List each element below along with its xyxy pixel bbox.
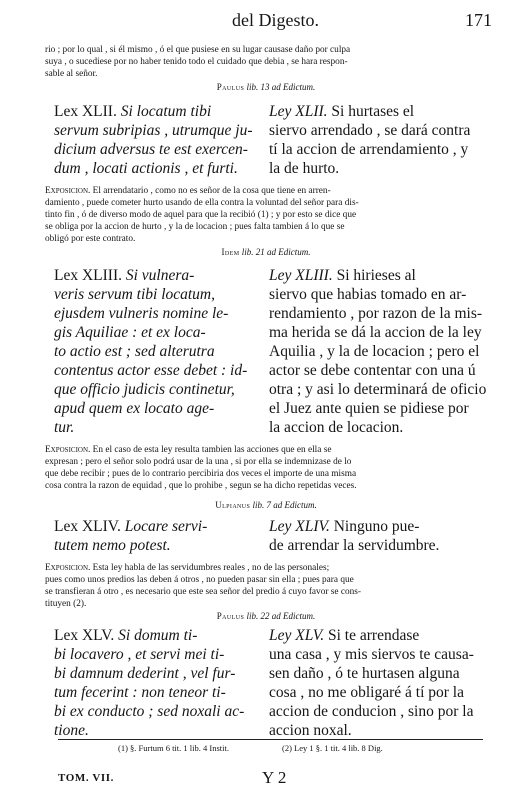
exposition-line: tituyen (2). [45,599,87,609]
footnote: (2) Ley 1 §. 1 tit. 4 lib. 8 Dig. [282,743,383,753]
spanish-line: de arrendar la servidumbre. [269,537,440,554]
latin-line: ejusdem vulneris nomine le- [54,305,229,322]
spanish-law-heading: Ley XLIII. [269,267,333,284]
latin-line: apud quem ex locato age- [54,400,215,417]
exposition-text: Esta ley habla de las servidumbres reales , no de las personales; [92,563,330,573]
spanish-line: otra ; y asi lo determinará de oficio [269,381,487,398]
exposition-text: En el caso de esta ley resulta tambien las acciones que en ella se [92,445,332,455]
latin-line: dum , locati actionis , et furti. [54,160,238,177]
latin-law-heading: Lex XLIV. [54,518,121,535]
spanish-line: la accion de locacion. [269,419,404,436]
latin-line: gis Aquiliae : et ex loca- [54,324,206,341]
exposition-label: Exposicion. [45,186,91,196]
spanish-line: accion noxal. [269,722,352,739]
latin-text: Si vulnera- [125,267,195,284]
latin-line: tum fecerint : non teneor ti- [54,684,226,701]
spanish-line: sen daño , ó te hurtasen alguna [269,665,460,682]
latin-line: dicium adversus te est exercen- [54,141,248,158]
spanish-line: ma herida se dá la accion de la ley [269,324,482,341]
latin-line: veris servum tibi locatum, [54,286,216,303]
latin-text: Si locatum tibi [120,103,212,120]
spanish-text: Ninguno pue- [333,518,420,535]
latin-text: Locare servi- [124,518,208,535]
spanish-line [269,266,493,286]
exposition-line: que debe recibir ; pues de lo contrario percibiria dos veces el importe de una misma [45,469,357,479]
spanish-line: accion de conducion , sino por la [269,703,474,720]
exposition-text: El arrendatario , como no es señor de la cosa que tiene en arren- [92,186,331,196]
latin-law-heading: Lex XLII. [54,103,117,120]
spanish-line: siervo arrendado , se dará contra [269,122,471,139]
latin-line: bi ex conducto ; sed noxali ac- [54,703,245,720]
running-head [0,10,532,32]
intro-line: suya , o sucediese por no haber tenido todo el cuidado que debia , se hara respon- [45,57,348,67]
latin-law-heading: Lex XLV. [54,627,115,644]
attribution-work: lib. 22 ad Edictum. [246,611,316,621]
spanish-line: el Juez ante quien se pidiese por [269,400,469,417]
spanish-line [269,626,493,646]
spanish-line: cosa , no me obligaré á tí por la [269,684,464,701]
spanish-line: tí la accion de arrendamiento , y [269,141,469,158]
attribution-author: Paulus [216,611,245,621]
exposition-line: expresan ; pero el señor solo podrá usar de la una , si por ella se indemnizase de lo [45,457,352,467]
exposition-line: se transfieran á otro , es necesario que este sea señor del predio á cuyo favor se cons- [45,587,361,597]
latin-line: tutem nemo potest. [54,537,171,554]
exposition-line: cosa contra la razon de equidad , que lo prohibe , segun se ha dicho repetidas veces. [45,481,357,491]
latin-line: to actio est ; sed alterutra [54,343,215,360]
spanish-line: siervo que habias tomado en ar- [269,286,467,303]
spanish-line [269,102,493,122]
spanish-line: actor se debe contentar con una ú [269,362,476,379]
exposition-label: Exposicion. [45,563,91,573]
spanish-line: rendamiento , por razon de la mis- [269,305,483,322]
latin-line: bi damnum dederint , vel fur- [54,665,236,682]
spanish-law-heading: Ley XLIV. [269,518,330,535]
running-title: del Digesto. [232,10,319,30]
exposition-line: se obliga por la accion de hurto , y la de locacion ; pues falta tambien á lo que se [45,222,345,232]
exposition-line: obligó por este contrato. [45,234,136,244]
spanish-line: una casa , y mis siervos te causa- [269,646,474,663]
spanish-line: la de hurto. [269,160,340,177]
latin-line [54,102,269,122]
latin-text: Si domum ti- [118,627,198,644]
spanish-law-heading: Ley XLII. [269,103,328,120]
exposition-line [45,186,493,198]
intro-line: rio ; por lo qual , si él mismo , ó el que pusiese en su lugar causase daño por culpa [45,45,351,55]
exposition-label: Exposicion. [45,445,91,455]
attribution-author: Idem [221,247,240,257]
law-attribution [0,611,532,622]
intro-line: sable al señor. [45,69,98,79]
attribution-author: Ulpianus [215,500,251,510]
latin-line [54,517,269,537]
law-attribution [0,247,532,258]
exposition-line: tinto fin , ó de diverso modo de aquel para que la recibió (1) ; y por esto se dice que [45,210,357,220]
spanish-line: Aquilia , y la de locacion ; pero el [269,343,480,360]
latin-line: bi locavero , et servi mei ti- [54,646,225,663]
spanish-line [269,517,493,537]
exposition-line [45,445,493,457]
exposition-line: pues como unos predios las deben á otros , no pueden pasar sin ella ; pues para que [45,575,354,585]
latin-line [54,266,269,286]
spanish-text: Si te arrendase [328,627,420,644]
page-number: 171 [465,10,492,30]
attribution-author: Paulus [216,82,245,92]
footnote-rule [58,739,483,740]
law-attribution [0,500,532,511]
latin-line: contentus actor esse debet : id- [54,362,248,379]
latin-line [54,626,269,646]
volume-label: TOM. VII. [58,772,115,784]
spanish-text: Si hurtases el [331,103,415,120]
latin-line: servum subripias , utrumque ju- [54,122,253,139]
attribution-work: lib. 13 ad Edictum. [246,82,316,92]
exposition-line [45,563,493,575]
spanish-text: Si hirieses al [336,267,416,284]
printer-signature: Y 2 [262,768,287,787]
attribution-work: lib. 21 ad Edictum. [241,247,311,257]
spanish-law-heading: Ley XLV. [269,627,325,644]
latin-line: tur. [54,419,75,436]
latin-line: que officio judicis continetur, [54,381,235,398]
footnote: (1) §. Furtum 6 tit. 1 lib. 4 Instit. [118,743,229,753]
latin-line: tione. [54,722,89,739]
latin-law-heading: Lex XLIII. [54,267,122,284]
exposition-line: damiento , puede cometer hurto usando de ella contra la voluntad del señor para dis- [45,198,359,208]
attribution-work: lib. 7 ad Edictum. [252,500,317,510]
law-attribution [0,82,532,93]
